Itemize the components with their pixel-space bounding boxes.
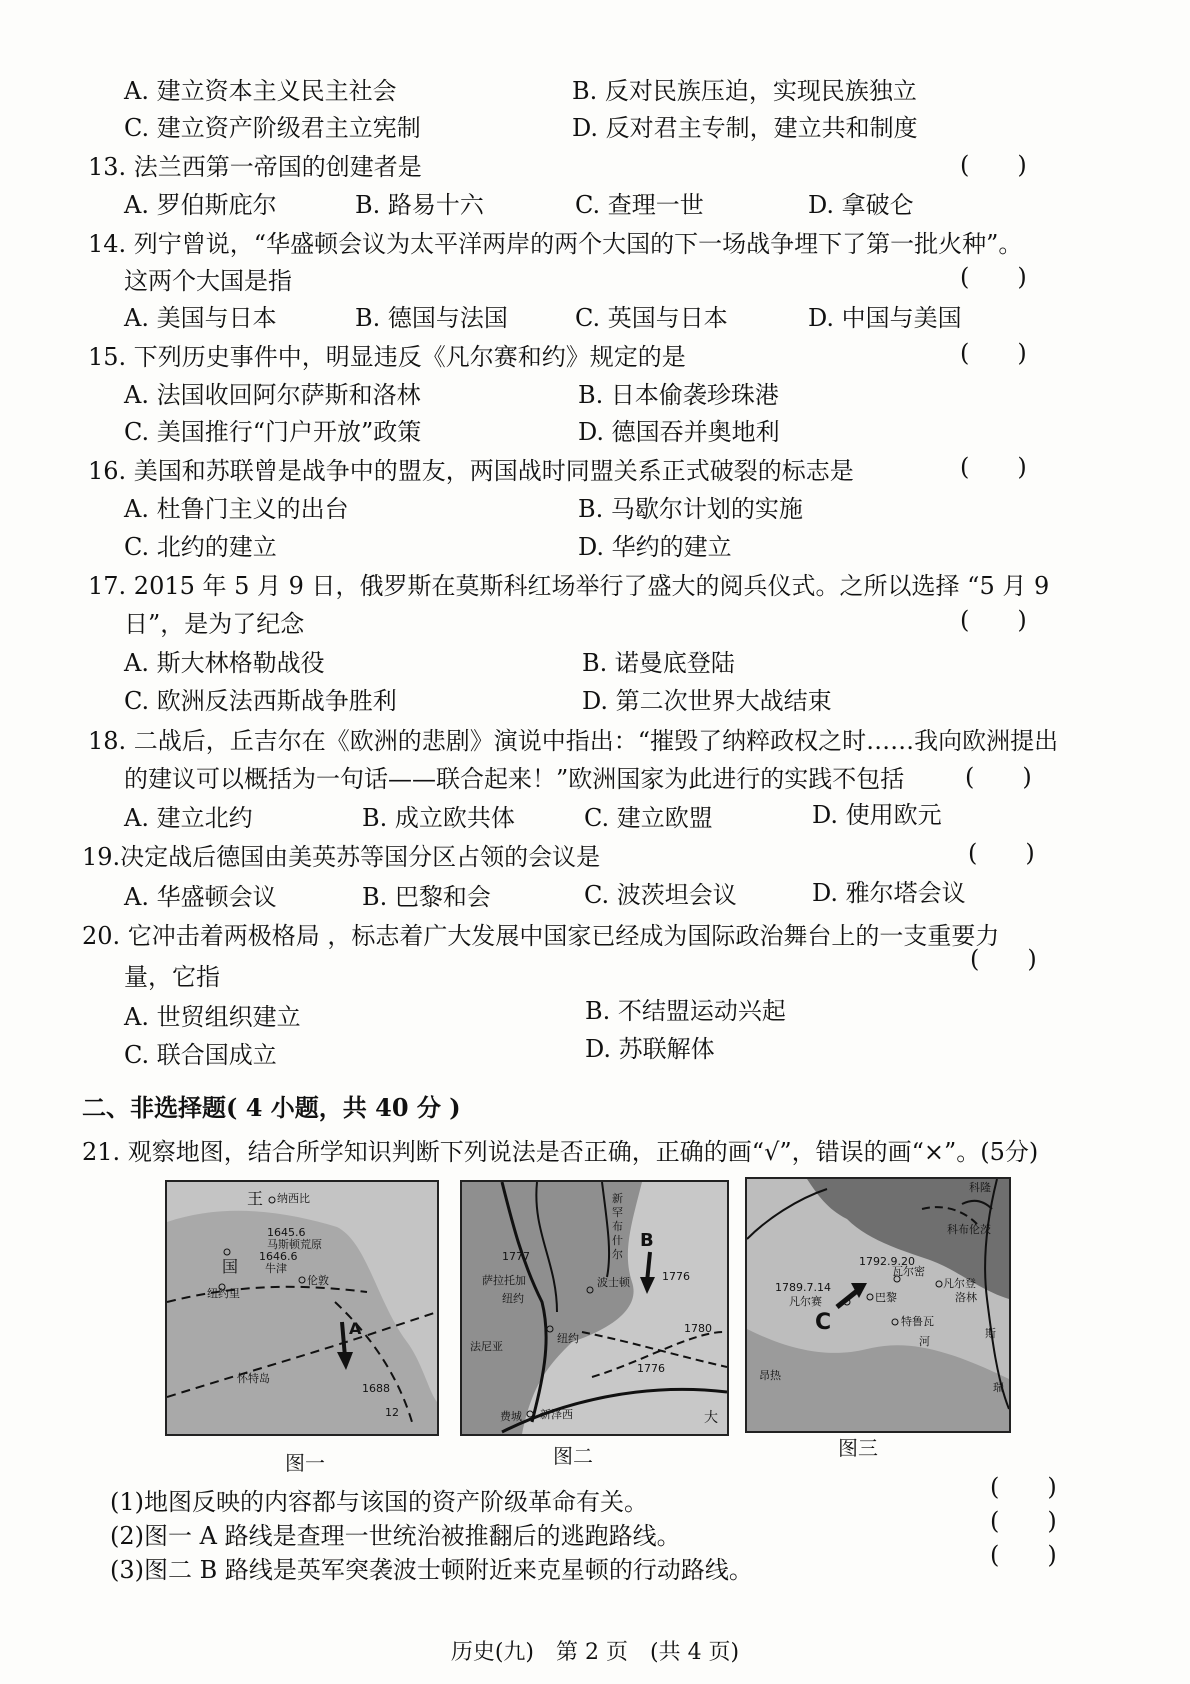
q13-stem: 13. 法兰西第一帝国的创建者是 bbox=[88, 153, 422, 181]
q19-answer-paren: ( ) bbox=[968, 839, 1035, 867]
q20-option-c: C. 联合国成立 bbox=[124, 1041, 277, 1069]
fig2-label: 布 bbox=[612, 1220, 623, 1233]
q16-option-b: B. 马歇尔计划的实施 bbox=[578, 495, 803, 523]
fig1-label: 1646.6 bbox=[259, 1250, 298, 1263]
q20-option-b: B. 不结盟运动兴起 bbox=[585, 997, 786, 1025]
q17-answer-paren: ( ) bbox=[960, 606, 1027, 634]
q16-option-a: A. 杜鲁门主义的出台 bbox=[124, 495, 349, 523]
q14-option-d: D. 中国与美国 bbox=[808, 304, 962, 332]
fig3-label: 1792.9.20 bbox=[859, 1255, 915, 1268]
q12-option-c: C. 建立资产阶级君主立宪制 bbox=[124, 114, 421, 142]
fig1-caption: 图一 bbox=[285, 1451, 325, 1475]
q16-stem: 16. 美国和苏联曾是战争中的盟友，两国战时同盟关系正式破裂的标志是 bbox=[88, 457, 854, 485]
q21-statement-3: (3)图二 B 路线是英军突袭波士顿附近来克星顿的行动路线。 bbox=[110, 1556, 753, 1584]
q15-option-a: A. 法国收回阿尔萨斯和洛林 bbox=[124, 381, 421, 409]
q14-stem-line1: 14. 列宁曾说，“华盛顿会议为太平洋两岸的两个大国的下一场战争埋下了第一批火种”。 bbox=[88, 230, 1023, 258]
q21-answer-paren-2: ( ) bbox=[990, 1507, 1057, 1535]
fig2-label: 尔 bbox=[612, 1248, 623, 1261]
q13-option-c: C. 查理一世 bbox=[575, 191, 704, 219]
page-footer: 历史(九) 第 2 页 (共 4 页) bbox=[450, 1640, 740, 1665]
q20-stem-line1: 20. 它冲击着两极格局 ，标志着广大发展中国家已经成为国际政治舞台上的一支重要力 bbox=[82, 922, 1000, 950]
fig1-label: 纽约里 bbox=[207, 1287, 240, 1300]
q18-option-c: C. 建立欧盟 bbox=[584, 804, 713, 832]
fig2-label: 纽约 bbox=[557, 1332, 579, 1345]
q14-option-a: A. 美国与日本 bbox=[124, 304, 277, 332]
fig1-label: 国 bbox=[222, 1257, 239, 1276]
fig3-label: 科隆 bbox=[969, 1181, 991, 1194]
q15-option-c: C. 美国推行“门户开放”政策 bbox=[124, 418, 422, 446]
fig3-label: 洛林 bbox=[955, 1291, 977, 1304]
q19-stem: 19.决定战后德国由美英苏等国分区占领的会议是 bbox=[82, 843, 601, 871]
q17-option-a: A. 斯大林格勒战役 bbox=[124, 649, 325, 677]
q16-option-d: D. 华约的建立 bbox=[578, 533, 732, 561]
q15-stem: 15. 下列历史事件中，明显违反《凡尔赛和约》规定的是 bbox=[88, 343, 686, 371]
q20-stem-line2: 量，它指 bbox=[124, 963, 220, 991]
fig1-label: 王 bbox=[247, 1189, 264, 1208]
fig2-label: 大 bbox=[704, 1410, 718, 1426]
fig2-label: 罕 bbox=[612, 1206, 623, 1219]
q17-stem-line1: 17. 2015 年 5 月 9 日，俄罗斯在莫斯科红场举行了盛大的阅兵仪式。之所以选择 “5 月 9 bbox=[88, 572, 1050, 600]
q18-option-a: A. 建立北约 bbox=[124, 804, 253, 832]
q21-statement-2: (2)图一 A 路线是查理一世统治被推翻后的逃跑路线。 bbox=[110, 1522, 681, 1550]
q20-option-d: D. 苏联解体 bbox=[585, 1035, 715, 1063]
q18-stem-line2: 的建议可以概括为一句话——联合起来！”欧洲国家为此进行的实践不包括 bbox=[124, 765, 905, 793]
fig2-label: 纽约 bbox=[502, 1292, 524, 1305]
q18-answer-paren: ( ) bbox=[965, 763, 1032, 791]
fig3-label: 瑞 bbox=[993, 1381, 1004, 1394]
fig3-label: 凡尔赛 bbox=[789, 1295, 822, 1308]
q19-option-c: C. 波茨坦会议 bbox=[584, 881, 737, 909]
fig2-label: 什 bbox=[612, 1234, 623, 1247]
q13-option-a: A. 罗伯斯庇尔 bbox=[124, 191, 277, 219]
fig1-label: 伦敦 bbox=[307, 1274, 329, 1287]
fig3-label: 科布伦茨 bbox=[947, 1223, 991, 1236]
q21-answer-paren-1: ( ) bbox=[990, 1473, 1057, 1501]
fig1-label: 牛津 bbox=[265, 1262, 287, 1275]
q14-stem-line2: 这两个大国是指 bbox=[124, 267, 292, 295]
fig2-label: B bbox=[640, 1230, 654, 1251]
q16-option-c: C. 北约的建立 bbox=[124, 533, 277, 561]
q13-answer-paren: ( ) bbox=[960, 151, 1027, 179]
fig1-label: 1688 bbox=[362, 1382, 390, 1395]
fig2-label: 新 bbox=[612, 1192, 623, 1205]
q20-answer-paren: ( ) bbox=[970, 945, 1037, 973]
q12-option-a: A. 建立资本主义民主社会 bbox=[124, 77, 397, 105]
fig3-label: C bbox=[815, 1310, 832, 1335]
fig3-label: 昂热 bbox=[759, 1369, 781, 1382]
fig2-label: 费城 bbox=[500, 1410, 522, 1423]
q14-option-c: C. 英国与日本 bbox=[575, 304, 728, 332]
fig1-label: 怀特岛 bbox=[237, 1372, 270, 1385]
q19-option-b: B. 巴黎和会 bbox=[362, 883, 491, 911]
fig3-label: 瓦尔密 bbox=[892, 1265, 925, 1278]
q21-answer-paren-3: ( ) bbox=[990, 1541, 1057, 1569]
fig1-label: 12 bbox=[385, 1406, 399, 1419]
q17-stem-line2: 日”，是为了纪念 bbox=[124, 610, 305, 638]
q15-option-b: B. 日本偷袭珍珠港 bbox=[578, 381, 779, 409]
fig2-label: 法尼亚 bbox=[470, 1340, 503, 1353]
fig2-label: 新泽西 bbox=[540, 1408, 573, 1421]
q14-option-b: B. 德国与法国 bbox=[355, 304, 508, 332]
fig3-label: 1789.7.14 bbox=[775, 1281, 831, 1294]
fig2-label: 波士顿 bbox=[597, 1276, 630, 1289]
q16-answer-paren: ( ) bbox=[960, 453, 1027, 481]
fig3-label: 特鲁瓦 bbox=[901, 1315, 934, 1328]
q17-option-c: C. 欧洲反法西斯战争胜利 bbox=[124, 687, 397, 715]
q15-option-d: D. 德国吞并奥地利 bbox=[578, 418, 780, 446]
q21-statement-1: (1)地图反映的内容都与该国的资产阶级革命有关。 bbox=[110, 1488, 648, 1516]
fig2-label: 萨拉托加 bbox=[482, 1274, 526, 1287]
fig2-caption: 图二 bbox=[553, 1444, 593, 1468]
q19-option-d: D. 雅尔塔会议 bbox=[812, 879, 966, 907]
q20-option-a: A. 世贸组织建立 bbox=[124, 1003, 301, 1031]
fig2-label: 1777 bbox=[502, 1250, 530, 1263]
q21-stem: 21. 观察地图，结合所学知识判断下列说法是否正确，正确的画“√”，错误的画“×”。(5分) bbox=[82, 1138, 1039, 1166]
fig3-label: 斯 bbox=[985, 1327, 996, 1340]
fig2-label: 1776 bbox=[637, 1362, 665, 1375]
fig1-label: 纳西比 bbox=[277, 1192, 310, 1205]
q12-option-b: B. 反对民族压迫，实现民族独立 bbox=[572, 77, 917, 105]
map-figure-1 bbox=[165, 1180, 439, 1436]
q12-option-d: D. 反对君主专制，建立共和制度 bbox=[572, 114, 918, 142]
q13-option-d: D. 拿破仑 bbox=[808, 191, 914, 219]
fig3-caption: 图三 bbox=[838, 1436, 878, 1460]
q13-option-b: B. 路易十六 bbox=[355, 191, 484, 219]
q18-stem-line1: 18. 二战后，丘吉尔在《欧洲的悲剧》演说中指出：“摧毁了纳粹政权之时……我向欧洲提出 bbox=[88, 727, 1059, 755]
q18-option-b: B. 成立欧共体 bbox=[362, 804, 515, 832]
fig2-label: 1780 bbox=[684, 1322, 712, 1335]
fig3-label: 河 bbox=[919, 1335, 930, 1348]
map-figure-3 bbox=[745, 1177, 1011, 1433]
q19-option-a: A. 华盛顿会议 bbox=[124, 883, 277, 911]
q14-answer-paren: ( ) bbox=[960, 263, 1027, 291]
fig1-label: 马斯顿荒原 bbox=[267, 1238, 322, 1251]
fig1-label: 1645.6 bbox=[267, 1226, 306, 1239]
fig3-label: 凡尔登 bbox=[943, 1277, 976, 1290]
section2-title: 二、非选择题( 4 小题，共 40 分 ) bbox=[82, 1093, 461, 1122]
fig3-label: 巴黎 bbox=[875, 1291, 897, 1304]
q15-answer-paren: ( ) bbox=[960, 339, 1027, 367]
q17-option-d: D. 第二次世界大战结束 bbox=[582, 687, 832, 715]
q18-option-d: D. 使用欧元 bbox=[812, 801, 942, 829]
map-figure-2 bbox=[460, 1180, 729, 1436]
fig1-label: A bbox=[349, 1319, 362, 1338]
fig2-label: 1776 bbox=[662, 1270, 690, 1283]
q17-option-b: B. 诺曼底登陆 bbox=[582, 649, 735, 677]
